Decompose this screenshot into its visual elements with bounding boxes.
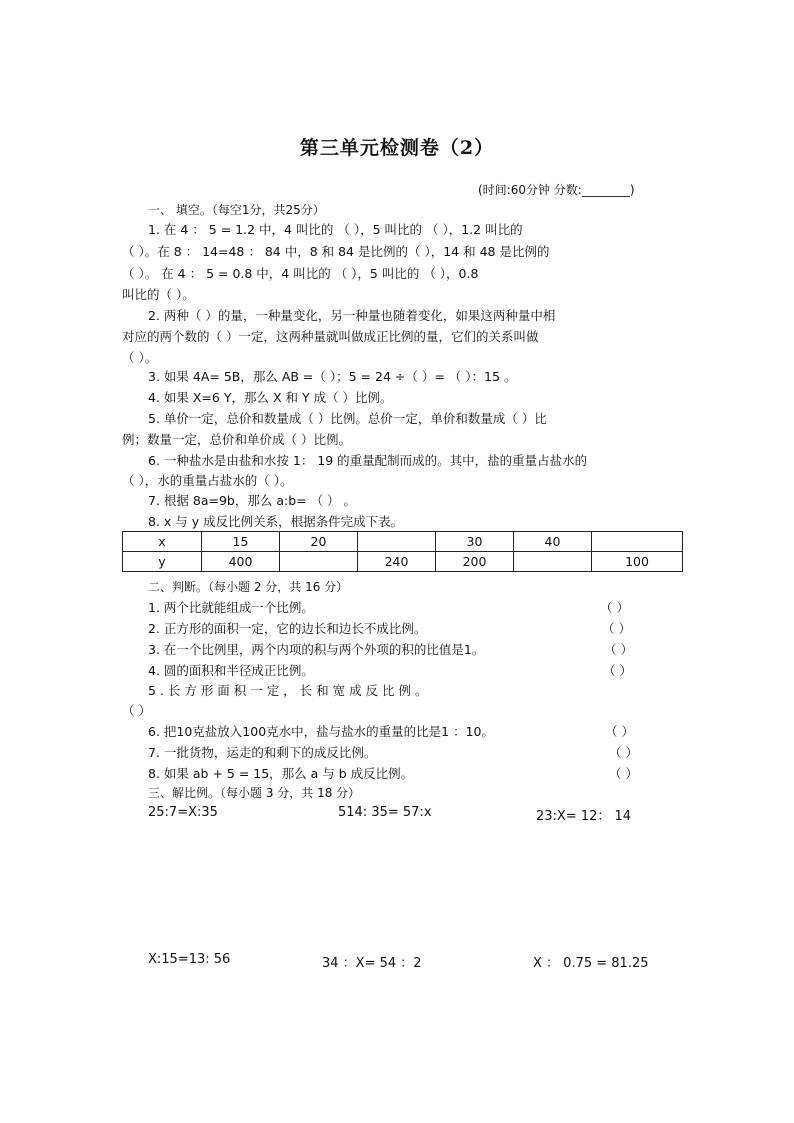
section-1-heading: 一、 填空。（每空1分，共25分） xyxy=(148,203,325,217)
answer-bracket: （ ） xyxy=(602,621,631,636)
answer-bracket: （ ） xyxy=(605,724,634,739)
judge-item: 8. 如果 ab + 5 = 15，那么 a 与 b 成反比例。 xyxy=(148,766,414,781)
question-line: 例；数量一定，总价和单价成（ ）比例。 xyxy=(122,432,351,447)
judge-item: 6. 把10克盐放入100克水中，盐与盐水的重量的比是1 ：10。 xyxy=(148,724,494,739)
proportion-equation: 34 ：X= 54 ：2 xyxy=(322,956,422,971)
question-line: 对应的两个数的（ ）一定，这两种量就叫做成正比例的量，它们的关系叫做 xyxy=(122,329,539,344)
judge-item: 2. 正方形的面积一定，它的边长和边长不成比例。 xyxy=(148,621,427,636)
table-cell: 240 xyxy=(358,552,436,572)
judge-item: 1. 两个比就能组成一个比例。 xyxy=(148,600,314,615)
proportion-equation: 23:X= 12： 14 xyxy=(536,809,632,824)
table-cell: 100 xyxy=(592,552,683,572)
answer-bracket: （ ） xyxy=(609,766,638,781)
judge-item: 7. 一批货物，运走的和剩下的成反比例。 xyxy=(148,745,377,760)
table-cell xyxy=(358,532,436,552)
table-cell: 15 xyxy=(202,532,280,552)
judge-item: 5 . 长 方 形 面 积 一 定 ， 长 和 宽 成 反 比 例 。 xyxy=(148,683,428,698)
section-2-heading: 二、判断。（每小题 2 分，共 16 分） xyxy=(148,580,349,594)
question-line: 8. x 与 y 成反比例关系，根据条件完成下表。 xyxy=(148,514,404,529)
question-line: （ ）。在 8 ： 14=48 ： 84 中，8 和 84 是比例的（ ），14 和 48 是比例的 xyxy=(122,244,550,259)
question-line: 7. 根据 8a=9b，那么 a:b= （ ） 。 xyxy=(148,493,357,508)
question-line: 6. 一种盐水是由盐和水按 1： 19 的重量配制而成的。其中，盐的重量占盐水的 xyxy=(148,453,588,468)
table-cell xyxy=(592,532,683,552)
time-score-line: (时间:60分钟 分数:________) xyxy=(478,183,635,197)
question-line: 3. 如果 4A= 5B，那么 AB =（ ）；5 = 24 ÷（ ）= （ ）：15 。 xyxy=(148,369,517,384)
table-cell: 200 xyxy=(436,552,514,572)
table-cell xyxy=(280,552,358,572)
proportion-equation: 25:7=X:35 xyxy=(148,805,218,820)
table-cell: x xyxy=(123,532,202,552)
question-line: 叫比的（ ）。 xyxy=(122,287,195,302)
question-line: 4. 如果 X=6 Y，那么 X 和 Y 成（ ）比例。 xyxy=(148,390,393,405)
table-cell: 20 xyxy=(280,532,358,552)
answer-bracket: （ ） xyxy=(604,642,633,657)
answer-bracket: （ ） xyxy=(122,703,151,718)
proportion-equation: X ： 0.75 = 81.25 xyxy=(533,956,649,971)
xy-table xyxy=(122,531,683,572)
answer-bracket: （ ） xyxy=(609,745,638,760)
answer-bracket: （ ） xyxy=(603,663,632,678)
table-cell: 30 xyxy=(436,532,514,552)
question-line: 5. 单价一定，总价和数量成（ ）比例。总价一定，单价和数量成（ ）比 xyxy=(148,411,547,426)
question-line: 2. 两种（ ）的量，一种量变化，另一种量也随着变化，如果这两种量中相 xyxy=(148,308,556,323)
proportion-equation: 514: 35= 57:x xyxy=(338,805,432,820)
table-row xyxy=(123,532,683,552)
judge-item: 3. 在一个比例里，两个内项的积与两个外项的积的比值是1。 xyxy=(148,642,485,657)
table-row xyxy=(123,552,683,572)
section-3-heading: 三、解比例。（每小题 3 分，共 18 分） xyxy=(148,786,361,800)
judge-item: 4. 圆的面积和半径成正比例。 xyxy=(148,663,314,678)
table-cell xyxy=(514,552,592,572)
table-cell: 40 xyxy=(514,532,592,552)
question-line: （ ）。 在 4 ： 5 = 0.8 中，4 叫比的 （ ），5 叫比的 （ ），0.8 xyxy=(122,266,479,281)
page-title: 第三单元检测卷（2） xyxy=(299,137,495,159)
table-cell: 400 xyxy=(202,552,280,572)
question-line: （ ）。 xyxy=(122,350,158,365)
table-cell: y xyxy=(123,552,202,572)
answer-bracket: （ ） xyxy=(600,600,629,615)
question-line: 1. 在 4 ： 5 = 1.2 中，4 叫比的 （ ），5 叫比的 （ ），1.2 叫比的 xyxy=(148,222,523,237)
question-line: （ ），水的重量占盐水的（ ）。 xyxy=(122,473,293,488)
proportion-equation: X:15=13: 56 xyxy=(148,952,231,967)
